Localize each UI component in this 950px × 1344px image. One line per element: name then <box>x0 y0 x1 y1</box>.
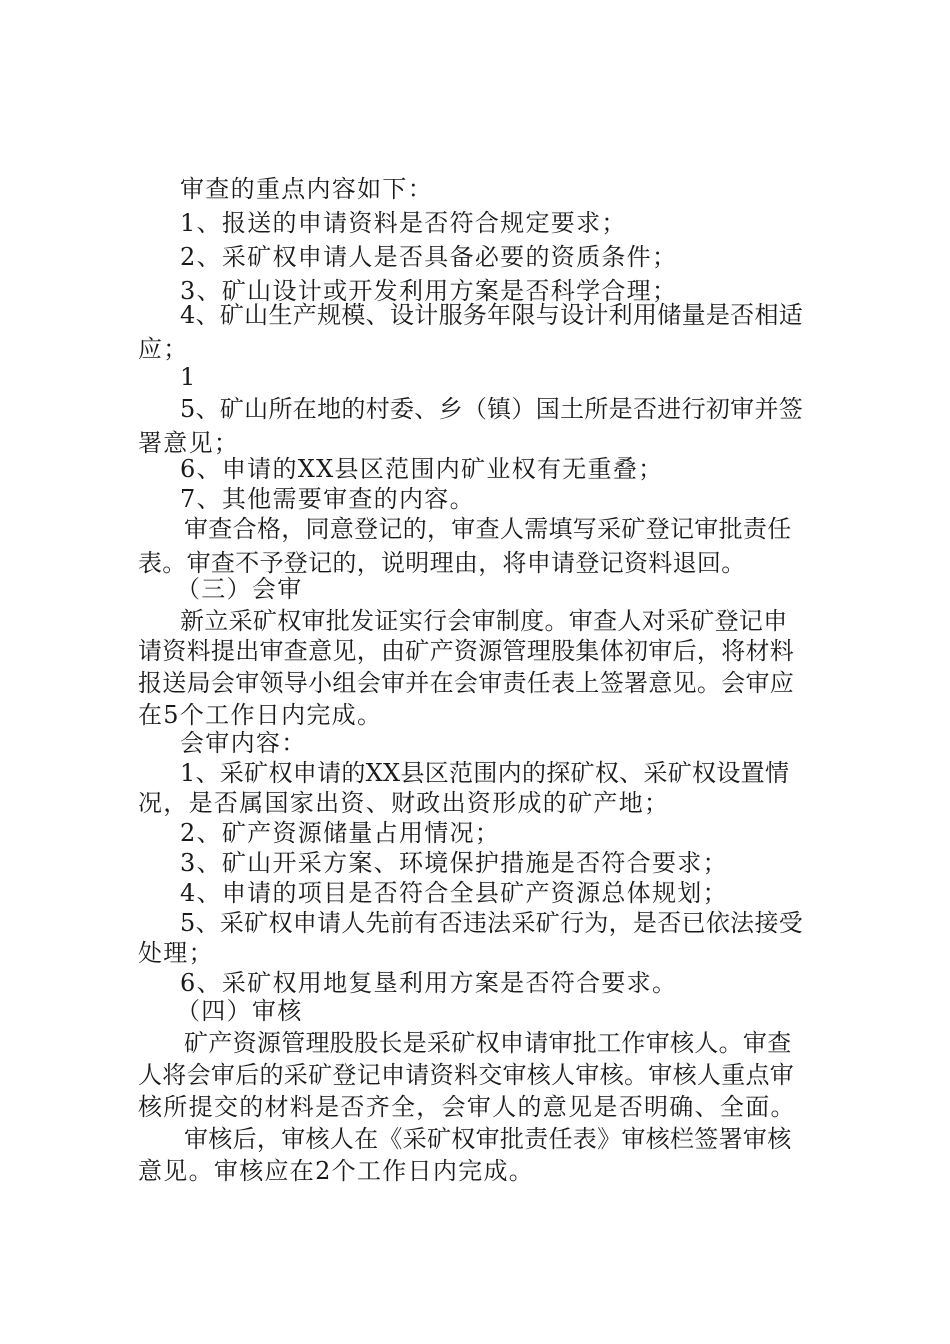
text-line: 报送局会审领导小组会审并在会审责任表上签署意见。会审应 <box>138 669 795 697</box>
text-line: 矿产资源管理股股长是采矿权申请审批工作审核人。审查 <box>184 1029 792 1057</box>
text-line: 7、其他需要审查的内容。 <box>180 485 475 513</box>
text-line: 审核后，审核人在《采矿权审批责任表》审核栏签署审核 <box>184 1125 792 1153</box>
text-line: 6、采矿权用地复垦利用方案是否符合要求。 <box>180 969 678 997</box>
text-line: 况，是否属国家出资、财政出资形成的矿产地； <box>138 789 670 817</box>
text-line: 3、矿山设计或开发利用方案是否科学合理； <box>180 277 678 305</box>
text-line: 处理； <box>138 939 214 967</box>
text-line: 意见。审核应在2个工作日内完成。 <box>138 1157 535 1185</box>
text-line: 5、矿山所在地的村委、乡（镇）国土所是否进行初审并签 <box>180 395 804 423</box>
text-line: 6、申请的XX县区范围内矿业权有无重叠； <box>180 455 664 483</box>
text-line: 3、矿山开采方案、环境保护措施是否符合要求； <box>180 849 728 877</box>
text-line: 会审内容： <box>180 729 307 757</box>
text-line: 5、采矿权申请人先前有否违法采矿行为，是否已依法接受 <box>180 909 804 937</box>
text-line: 审查的重点内容如下： <box>180 175 433 203</box>
text-line: 1、报送的申请资料是否符合规定要求； <box>180 209 627 237</box>
text-line: 应； <box>138 335 189 363</box>
text-line: 2、采矿权申请人是否具备必要的资质条件； <box>180 243 678 271</box>
text-line: 核所提交的材料是否齐全，会审人的意见是否明确、全面。 <box>138 1093 796 1121</box>
text-line: 请资料提出审查意见，由矿产资源管理股集体初审后，将材料 <box>138 637 795 665</box>
section-heading: （三）会审 <box>176 575 303 603</box>
text-line: 表。审查不予登记的，说明理由，将申请登记资料退回。 <box>138 549 746 577</box>
text-line: 2、矿产资源储量占用情况； <box>180 819 501 847</box>
text-line: 4、申请的项目是否符合全县矿产资源总体规划； <box>180 879 728 907</box>
text-line: 在5个工作日内完成。 <box>138 701 383 729</box>
text-line: 人将会审后的采矿登记申请资料交审核人审核。审核人重点审 <box>138 1061 795 1089</box>
text-line: 署意见； <box>138 429 240 457</box>
text-line: 审查合格，同意登记的，审查人需填写采矿登记审批责任 <box>184 515 792 543</box>
text-line: 新立采矿权审批发证实行会审制度。审查人对采矿登记申 <box>180 607 788 635</box>
text-line: 4、矿山生产规模、设计服务年限与设计利用储量是否相适 <box>180 301 804 329</box>
section-heading: （四）审核 <box>176 997 303 1025</box>
page-number: 1 <box>180 363 197 391</box>
text-line: 1、采矿权申请的XX县区范围内的探矿权、采矿权设置情 <box>180 759 790 787</box>
